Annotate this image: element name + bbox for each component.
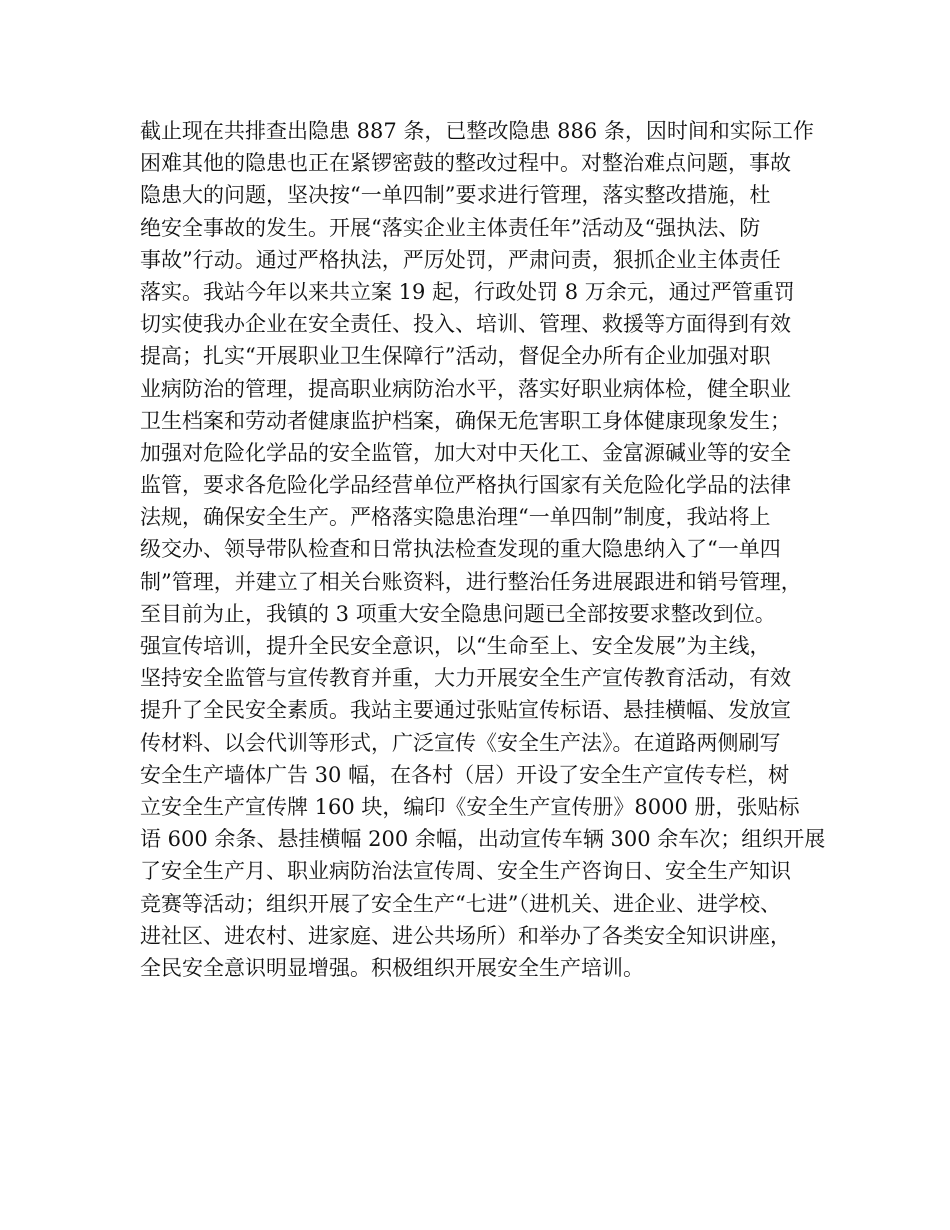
text-line: 事故”行动。通过严格执法，严厉处罚，严肃问责，狠抓企业主体责任 — [140, 247, 781, 272]
text-line: 截止现在共排查出隐患 887 条，已整改隐患 886 条，因时间和实际工作 — [140, 119, 814, 143]
text-line: 语 600 余条、悬挂横幅 200 余幅，出动宣传车辆 300 余车次；组织开展 — [140, 827, 826, 852]
text-line: 卫生档案和劳动者健康监护档案，确保无危害职工身体健康现象发生； — [140, 408, 791, 433]
text-line: 了安全生产月、职业病防治法宣传周、安全生产咨询日、安全生产知识 — [140, 859, 791, 884]
text-line: 法规，确保安全生产。严格落实隐患治理“一单四制”制度，我站将上 — [140, 505, 771, 530]
text-line: 全民安全意识明显增强。积极组织开展安全生产培训。 — [140, 955, 644, 980]
text-line: 安全生产墙体广告 30 幅，在各村（居）开设了安全生产宣传专栏，树 — [140, 762, 790, 787]
text-line: 传材料、以会代训等形式，广泛宣传《安全生产法》。在道路两侧刷写 — [140, 730, 781, 755]
text-line: 业病防治的管理，提高职业病防治水平，落实好职业病体检，健全职业 — [140, 376, 791, 401]
text-line: 制”管理，并建立了相关台账资料，进行整治任务进展跟进和销号管理， — [140, 569, 802, 594]
text-line: 加强对危险化学品的安全监管，加大对中天化工、金富源碱业等的安全 — [140, 440, 791, 465]
text-line: 强宣传培训，提升全民安全意识，以“生命至上、安全发展”为主线， — [140, 634, 771, 658]
text-line: 绝安全事故的发生。开展“落实企业主体责任年”活动及“强执法、防 — [140, 215, 761, 240]
text-line: 竞赛等活动；组织开展了安全生产“七进”（进机关、进企业、进学校、 — [140, 891, 781, 916]
body-text — [140, 115, 830, 984]
text-line: 级交办、领导带队检查和日常执法检查发现的重大隐患纳入了“一单四 — [140, 537, 781, 562]
text-line: 切实使我办企业在安全责任、投入、培训、管理、救援等方面得到有效 — [140, 312, 791, 337]
text-line: 立安全生产宣传牌 160 块，编印《安全生产宣传册》8000 册，张贴标 — [140, 794, 800, 819]
text-line: 落实。我站今年以来共立案 19 起，行政处罚 8 万余元，通过严管重罚 — [140, 279, 795, 304]
text-line: 提高；扎实“开展职业卫生保障行”活动，督促全办所有企业加强对职 — [140, 344, 771, 369]
text-line: 隐患大的问题，坚决按“一单四制”要求进行管理，落实整改措施，杜 — [140, 183, 771, 208]
text-line: 至目前为止，我镇的 3 项重大安全隐患问题已全部按要求整改到位。 — [140, 601, 776, 626]
text-line: 提升了全民安全素质。我站主要通过张贴宣传标语、悬挂横幅、发放宣 — [140, 698, 791, 723]
text-line: 困难其他的隐患也正在紧锣密鼓的整改过程中。对整治难点问题，事故 — [140, 151, 791, 176]
text-line: 监管，要求各危险化学品经营单位严格执行国家有关危险化学品的法律 — [140, 473, 791, 498]
text-line: 坚持安全监管与宣传教育并重，大力开展安全生产宣传教育活动，有效 — [140, 666, 791, 691]
text-line: 进社区、进农村、进家庭、进公共场所）和举办了各类安全知识讲座， — [140, 923, 791, 948]
